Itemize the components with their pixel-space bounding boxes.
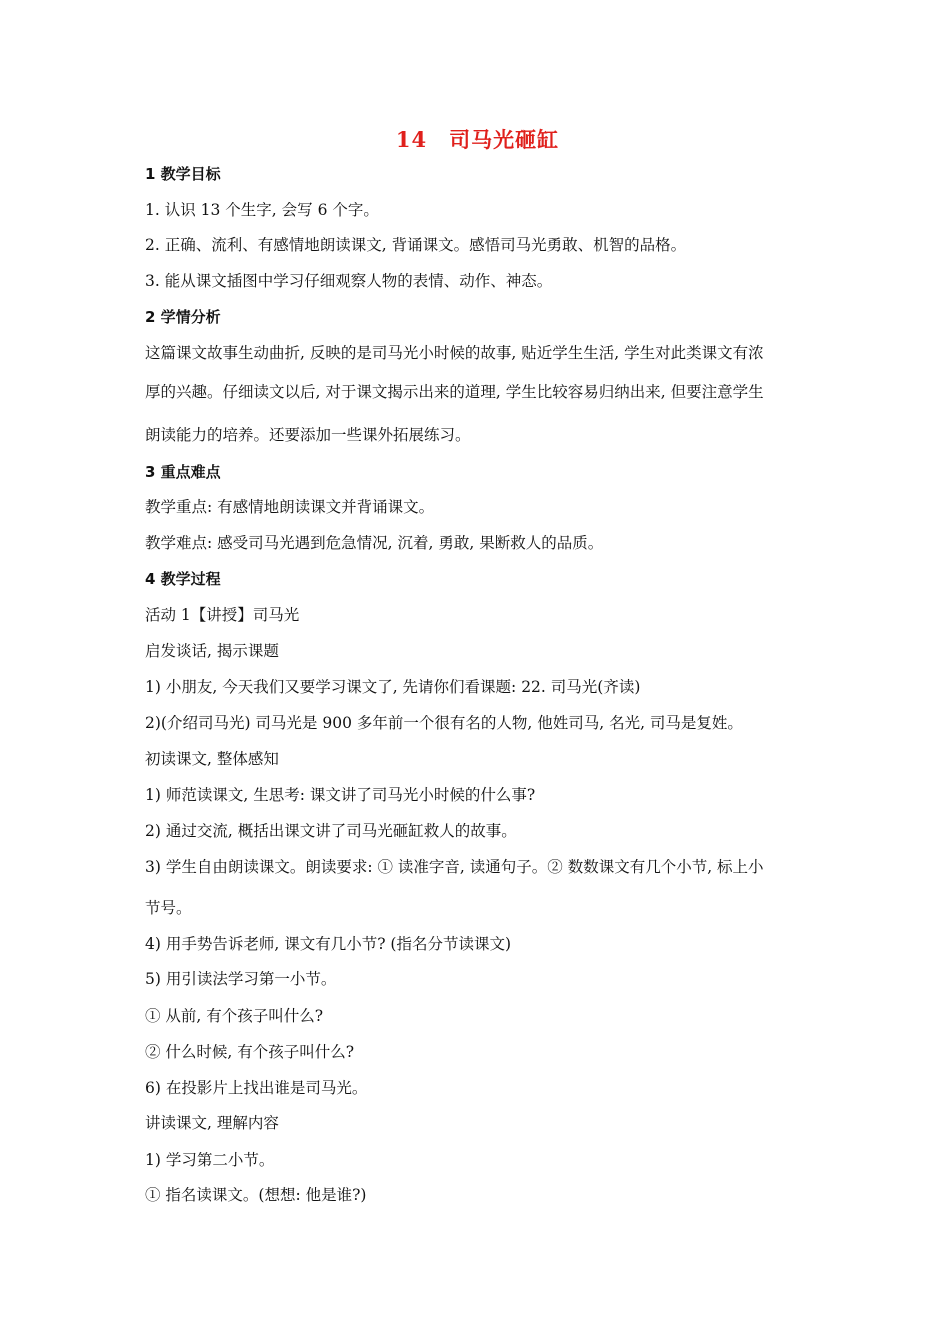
text-line: 教学难点: 感受司马光遇到危急情况, 沉着, 勇敢, 果断救人的品质。 <box>145 534 604 552</box>
text-line: 朗读能力的培养。还要添加一些课外拓展练习。 <box>145 426 471 444</box>
document-title: 14 司马光砸缸 <box>395 127 560 152</box>
text-line: 教学重点: 有感情地朗读课文并背诵课文。 <box>145 498 435 516</box>
section-heading: 3 重点难点 <box>145 463 221 481</box>
text-line: 3) 学生自由朗读课文。朗读要求: ① 读准字音, 读通句子。② 数数课文有几个小节, 标上小 <box>145 858 764 876</box>
text-line: 启发谈话, 揭示课题 <box>145 642 279 660</box>
text-line: 活动 1【讲授】司马光 <box>145 606 300 624</box>
text-line: 2. 正确、流利、有感情地朗读课文, 背诵课文。感悟司马光勇敢、机智的品格。 <box>145 236 687 254</box>
text-line: 1) 学习第二小节。 <box>145 1151 275 1169</box>
text-line: 4) 用手势告诉老师, 课文有几小节? (指名分节读课文) <box>145 935 512 953</box>
section-heading: 2 学情分析 <box>145 308 221 326</box>
text-line: 节号。 <box>145 899 192 917</box>
text-line: 2) 通过交流, 概括出课文讲了司马光砸缸救人的故事。 <box>145 822 517 840</box>
text-line: 6) 在投影片上找出谁是司马光。 <box>145 1079 368 1097</box>
text-line: 5) 用引读法学习第一小节。 <box>145 970 337 988</box>
section-heading: 4 教学过程 <box>145 570 221 588</box>
text-line: 2)(介绍司马光) 司马光是 900 多年前一个很有名的人物, 他姓司马, 名光, 司马是复姓。 <box>145 714 743 732</box>
text-line: 3. 能从课文插图中学习仔细观察人物的表情、动作、神态。 <box>145 272 553 290</box>
text-line: 1) 小朋友, 今天我们又要学习课文了, 先请你们看课题: 22. 司马光(齐读) <box>145 678 641 696</box>
text-line: ① 从前, 有个孩子叫什么? <box>145 1007 324 1025</box>
text-line: ① 指名读课文。(想想: 他是谁?) <box>145 1186 367 1204</box>
text-line: 初读课文, 整体感知 <box>145 750 279 768</box>
text-line: 这篇课文故事生动曲折, 反映的是司马光小时候的故事, 贴近学生生活, 学生对此类课文有浓 <box>145 344 764 362</box>
text-line: ② 什么时候, 有个孩子叫什么? <box>145 1043 355 1061</box>
text-line: 1. 认识 13 个生字, 会写 6 个字。 <box>145 201 379 219</box>
text-line: 1) 师范读课文, 生思考: 课文讲了司马光小时候的什么事? <box>145 786 536 804</box>
text-line: 讲读课文, 理解内容 <box>145 1114 279 1132</box>
text-line: 厚的兴趣。仔细读文以后, 对于课文揭示出来的道理, 学生比较容易归纳出来, 但要注意学生 <box>145 383 764 401</box>
section-heading: 1 教学目标 <box>145 165 221 183</box>
